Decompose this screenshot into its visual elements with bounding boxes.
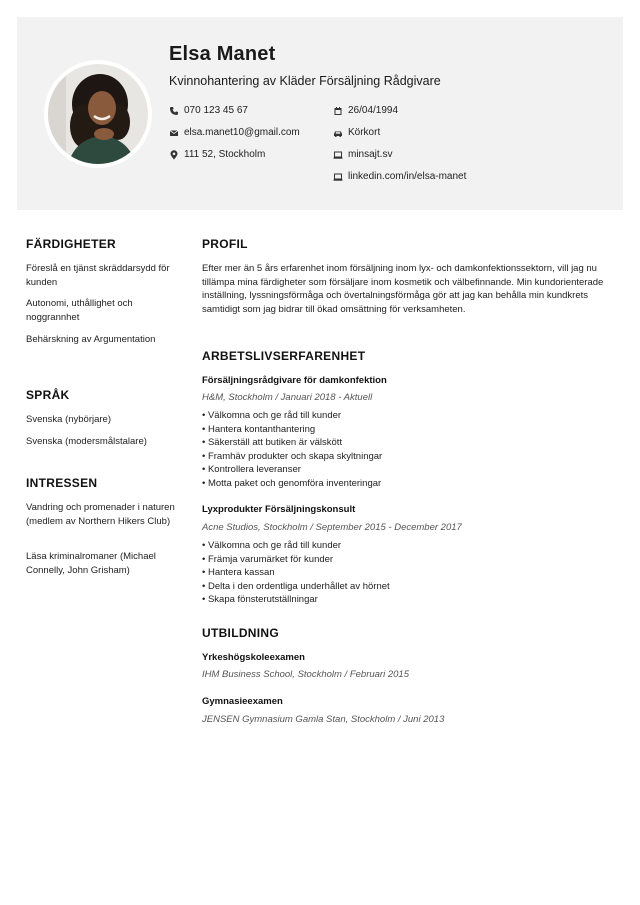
email-icon (169, 128, 179, 138)
skill-item: Autonomi, uthållighet och noggrannhet (26, 298, 133, 323)
education-heading: UTBILDNING (202, 626, 279, 640)
degree-title: Yrkeshögskoleexamen (202, 652, 305, 663)
cv-header (17, 17, 623, 210)
job-title: Lyxprodukter Försäljningskonsult (202, 504, 356, 515)
job-duties-list (202, 409, 620, 490)
profile-heading: PROFIL (202, 237, 248, 251)
skill-item: Behärskning av Argumentation (26, 334, 156, 345)
list-item: • Delta i den ordentliga underhållet av hörnet (202, 580, 620, 594)
degree-meta: JENSEN Gymnasium Gamla Stan, Stockholm / Juni 2013 (202, 714, 445, 725)
list-item: • Motta paket och genomföra inventeringar (202, 477, 620, 491)
profile-summary: Efter mer än 5 års erfarenhet inom försäljning inom lyx- och damkonfektionssektorn, vill jag nu tillämpa mina färdigheter som försäljare inom kosmetik och välbefinnande. Min kundorienterade inställning, lyssningsförmåga och övertalningsförmåga gör att jag kan behålla min kundkrets samtidigt som jag bidrar till ökad omsättning för verksamheten. (202, 263, 604, 315)
car-icon (333, 128, 343, 138)
contact-linkedin[interactable] (333, 171, 466, 182)
calendar-icon (333, 106, 343, 116)
contact-phone[interactable] (169, 105, 248, 116)
list-item: • Välkomna och ge råd till kunder (202, 409, 620, 423)
contact-license (333, 127, 380, 138)
skills-heading: FÄRDIGHETER (26, 237, 116, 251)
website-icon (333, 150, 343, 160)
degree-meta: IHM Business School, Stockholm / Februari 2015 (202, 669, 409, 680)
job-title: Försäljningsrådgivare för damkonfektion (202, 375, 387, 386)
candidate-name: Elsa Manet (169, 43, 276, 65)
list-item: • Framhäv produkter och skapa skyltningar (202, 450, 620, 464)
contact-email[interactable] (169, 127, 300, 138)
languages-heading: SPRÅK (26, 388, 70, 402)
contact-license-text: Körkort (348, 127, 381, 138)
contact-location (169, 149, 265, 160)
contact-linkedin-text: linkedin.com/in/elsa-manet (348, 171, 467, 182)
laptop-icon (333, 172, 343, 182)
interests-heading: INTRESSEN (26, 476, 98, 490)
phone-icon (169, 106, 179, 116)
job-meta: Acne Studios, Stockholm / September 2015 - December 2017 (202, 522, 462, 533)
contact-location-text: 111 52, Stockholm (184, 149, 266, 160)
contact-birthdate-text: 26/04/1994 (348, 105, 399, 116)
degree-title: Gymnasieexamen (202, 696, 283, 707)
contact-website[interactable] (333, 149, 392, 160)
list-item: • Kontrollera leveranser (202, 463, 620, 477)
list-item: • Säkerställ att butiken är välskött (202, 436, 620, 450)
job-meta: H&M, Stockholm / Januari 2018 - Aktuell (202, 392, 373, 403)
profile-photo (48, 64, 148, 164)
location-icon (169, 150, 179, 160)
list-item: • Främja varumärket för kunder (202, 553, 620, 567)
experience-heading: ARBETSLIVSERFARENHET (202, 349, 366, 363)
list-item: • Skapa fönsterutställningar (202, 593, 620, 607)
skill-item: Föreslå en tjänst skräddarsydd för kunden (26, 263, 170, 288)
contact-phone-text: 070 123 45 67 (184, 105, 248, 116)
language-item: Svenska (modersmålstalare) (26, 436, 147, 447)
list-item: • Hantera kassan (202, 566, 620, 580)
interest-item: Vandring och promenader i naturen (medlem av Northern Hikers Club) (26, 502, 175, 527)
language-item: Svenska (nybörjare) (26, 414, 112, 425)
contact-birthdate (333, 105, 398, 116)
avatar (44, 60, 152, 168)
list-item: • Välkomna och ge råd till kunder (202, 539, 620, 553)
list-item: • Hantera kontanthantering (202, 423, 620, 437)
contact-website-text: minsajt.sv (348, 149, 393, 160)
interest-item: Läsa kriminalromaner (Michael Connelly, John Grisham) (26, 551, 156, 576)
candidate-title: Kvinnohantering av Kläder Försäljning Rådgivare (169, 74, 441, 88)
job-duties-list (202, 539, 620, 607)
contact-email-text: elsa.manet10@gmail.com (184, 127, 300, 138)
